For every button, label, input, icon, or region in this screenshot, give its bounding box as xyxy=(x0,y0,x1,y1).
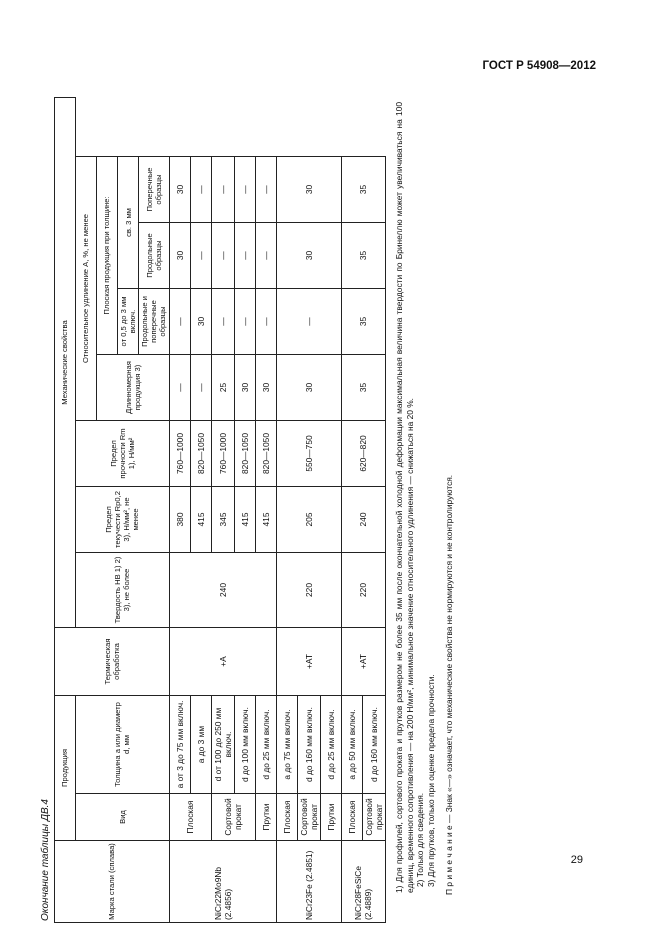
col-t2-header: св. 3 мм xyxy=(118,157,139,289)
table-row: a до 3 мм 415 820—1050 — 30 — — xyxy=(190,98,211,923)
col-flat-header: Плоская продукция при толщине: xyxy=(97,157,118,355)
rotated-table-block xyxy=(40,98,640,923)
table-row: d до 100 мм включ. 415 820—1050 30 — — — xyxy=(234,98,255,923)
footnote-3: 3) Для прутков, только при оценке предела прочности. xyxy=(425,674,436,887)
table-row: Прутки d до 25 мм включ. 415 820—1050 30 — — — xyxy=(255,98,276,923)
properties-table xyxy=(54,97,386,923)
col-kind-header: Вид xyxy=(76,794,170,841)
document-header: ГОСТ Р 54908—2012 xyxy=(482,60,596,72)
table-row: Сортовой прокат d до 160 мм включ. xyxy=(297,98,320,923)
table-caption: Окончание таблицы ДВ.4 xyxy=(40,799,51,921)
col-thickness-header: Толщина a или диаметр d, мм xyxy=(76,696,170,794)
table-row: Сортовой прокат d от 100 до 250 мм включ. 345 760—1000 25 — — — xyxy=(211,98,234,923)
col-long-header: Длинномерная продукция 3) xyxy=(97,355,170,421)
table-body xyxy=(169,98,385,923)
col-t2-long-header: Продольные образцы xyxy=(139,223,169,289)
col-t1-sub-header: Продольные и поперечные образцы xyxy=(139,289,169,355)
footnotes xyxy=(394,98,455,923)
col-hardness-header: Твердость НВ 1) 2) 3), не более xyxy=(76,553,170,628)
col-elong-header: Относительное удлинение A, %, не менее xyxy=(76,157,97,421)
footnote-1: 1) Для профилей, сортового проката и прутков размером не более 35 мм после окончательной холодной деформации максимальная величина твердости по Бринеллю может увеличиваться на 100 единиц, временного сопротивления — на 200 Н/мм², минимальное значение относительного удлинения — снижаться на 20 %. xyxy=(394,102,415,893)
col-mech-header: Механические свойства xyxy=(55,98,76,628)
col-t1-header: от 0,5 до 3 мм включ. xyxy=(118,289,139,355)
col-t2-trans-header: Поперечные образцы xyxy=(139,157,169,223)
footnote-2: 2) Только для сведения. xyxy=(415,792,426,887)
col-tensile-header: Предел прочности Rm 1), Н/мм² xyxy=(76,421,170,487)
col-grade-header: Марка стали (сплава) xyxy=(55,841,170,923)
col-treatment-header: Термическая обработка xyxy=(55,628,170,696)
table-row: Прутки d до 25 мм включ. xyxy=(320,98,341,923)
page-number: 29 xyxy=(570,854,583,866)
table-row: NiCr28FeSiCe (2.4889) Плоская a до 50 мм включ. +AT 220 240 620—820 35 35 35 35 xyxy=(341,98,362,923)
table-note: П р и м е ч а н и е — Знак «—» означает, что механические свойства не нормируются и не контролируются. xyxy=(444,474,455,895)
table-row: NiCr23Fe (2.4851) Плоская a до 75 мм включ. +AT 220 205 550—750 30 — 30 30 xyxy=(276,98,297,923)
col-product-header: Продукция xyxy=(55,696,76,841)
col-yield-header: Предел текучести Rp0,2 3), Н/мм², не менее xyxy=(76,487,170,553)
table-header xyxy=(55,98,170,923)
table-row: NiCr22Mo9Nb (2.4856) Плоская a от 3 до 75 мм включ. +A 240 380 760—1000 — — 30 30 xyxy=(169,98,190,923)
table-row: Сортовой прокат d до 160 мм включ. xyxy=(362,98,385,923)
